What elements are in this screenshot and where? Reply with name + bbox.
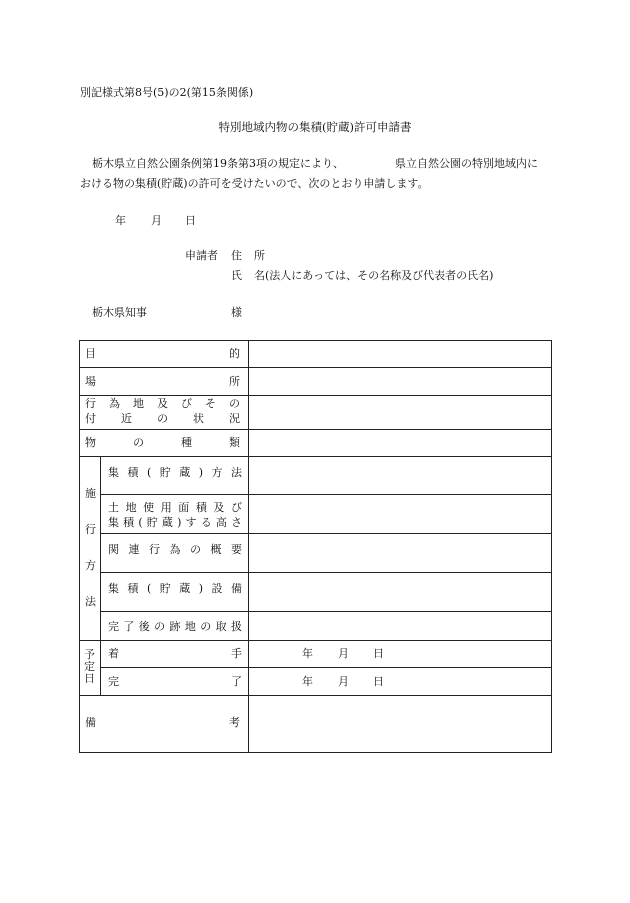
group-schedule-2: 定 [84, 660, 95, 673]
field-purpose[interactable] [249, 341, 551, 367]
address-label-1: 住 [231, 249, 242, 262]
start-year: 年 [302, 647, 313, 660]
label-storage-method: 集 積 ( 貯 蔵 ) 方 法 [108, 466, 242, 479]
label-purpose: 目 的 [85, 347, 240, 360]
document-title: 特別地域内物の集積(貯蔵)許可申請書 [218, 120, 412, 134]
form-number: 別記様式第8号(5)の2(第15条関係) [80, 86, 254, 99]
body-line1-a: 栃木県立自然公園条例第19条第3項の規定により、 [92, 157, 344, 170]
honorific: 様 [231, 306, 242, 319]
field-related-acts[interactable] [249, 534, 551, 572]
label-finish: 完 了 [108, 675, 242, 688]
finish-day: 日 [373, 675, 384, 688]
start-day: 日 [373, 647, 384, 660]
field-land-area[interactable] [249, 495, 551, 533]
date-year: 年 [115, 214, 126, 227]
finish-month: 月 [338, 675, 349, 688]
name-label-1: 氏 [231, 269, 242, 282]
field-storage-facility[interactable] [249, 573, 551, 611]
label-site-line2: 付 近 の 状 況 [85, 412, 240, 425]
start-month: 月 [338, 647, 349, 660]
group-method-4: 法 [85, 595, 96, 608]
governor: 栃木県知事 [92, 306, 147, 319]
field-site-after[interactable] [249, 612, 551, 640]
label-item-kind: 物 の 種 類 [85, 436, 240, 449]
label-remarks: 備 考 [85, 716, 240, 729]
group-schedule-1: 予 [84, 648, 95, 661]
label-storage-facility: 集 積 ( 貯 蔵 ) 設 備 [108, 582, 242, 595]
group-schedule-3: 日 [84, 672, 95, 685]
field-remarks[interactable] [249, 696, 551, 752]
label-site-after: 完 了 後 の 跡 地 の 取 扱 [108, 620, 242, 633]
group-method-2: 行 [85, 523, 96, 536]
label-related-acts: 関 連 行 為 の 概 要 [108, 543, 242, 556]
group-method-1: 施 [85, 487, 96, 500]
address-label-2: 所 [254, 249, 265, 262]
finish-year: 年 [302, 675, 313, 688]
date-day: 日 [185, 214, 196, 227]
body-line2: おける物の集積(貯蔵)の許可を受けたいので、次のとおり申請します。 [80, 177, 429, 190]
field-site-condition[interactable] [249, 396, 551, 429]
label-start: 着 手 [108, 647, 242, 660]
field-storage-method[interactable] [249, 457, 551, 494]
name-label-2: 名 [254, 269, 265, 282]
label-location: 場 所 [85, 375, 240, 388]
applicant-label: 申請者 [185, 249, 218, 262]
body-line1-b: 県立自然公園の特別地域内に [395, 157, 538, 170]
field-location[interactable] [249, 368, 551, 395]
name-note: (法人にあっては、その名称及び代表者の氏名) [265, 269, 494, 282]
field-item-kind[interactable] [249, 430, 551, 456]
label-land-line2: 集 積 ( 貯 蔵 ) す る 高 さ [108, 516, 242, 529]
date-month: 月 [151, 214, 162, 227]
label-land-line1: 土 地 使 用 面 積 及 び [108, 501, 242, 514]
label-site-line1: 行 為 地 及 び そ の [85, 397, 240, 410]
group-method-3: 方 [85, 559, 96, 572]
